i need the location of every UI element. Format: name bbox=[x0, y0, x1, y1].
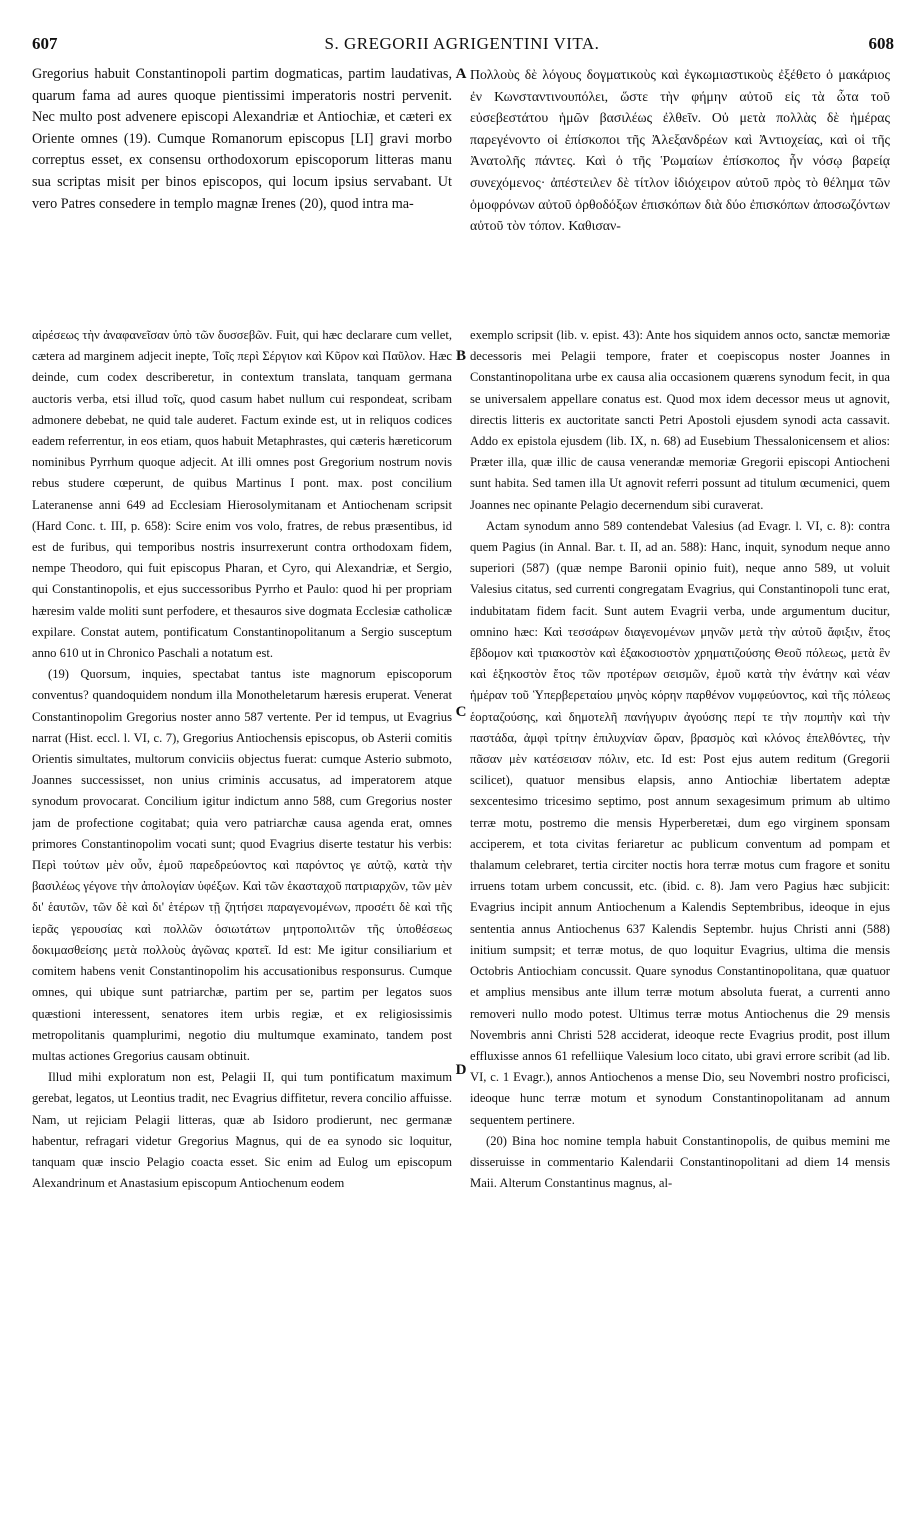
latin-text: Gregorius habuit Constantinopoli partim dogmaticas, partim laudativas, quarum fama ad aures quoque pientissimi imperatoris nostri pervenit. Nec multo post advenere episcopi Alexandriæ et Antiochiæ, et cæteri ex Oriente omnes (19). Cumque Romanorum episcopus [LI] gravi morbo correptus esset, ex consensu orthodoxorum episcoporum litteras manu sua scriptas misit per binos episcopos, qui locum ipsius servabant. Ut vero Patres consedere in templo magnæ Irenes (20), quod intra ma- bbox=[32, 66, 452, 212]
marker-c: C bbox=[455, 704, 467, 720]
page-header bbox=[22, 26, 902, 60]
marker-b: B bbox=[455, 348, 466, 364]
note-paragraph: αἱρέσεως τὴν ἀναφανεῖσαν ὑπὸ τῶν δυσσεβῶν. Fuit, qui hæc declarare cum vellet, cætera ad marginem adjecit inepte, Τοῖς περὶ Σέργιον καὶ Κῦρον καὶ Παῦλον. Hæc deinde, cum codex describeretur, in contextum translata, tanquam germana auctoris verba, etsi illud τοῖς, quod casum habet nullum cui respondeat, scribam admonere debebat, ne quid tale auderet. Factum exinde est, ut in reliquos codices eadem referrentur, in eos etiam, quos habuit Metaphrastes, qui cæteris hæreticorum nominibus Pyrrhum quoque adjecit. At illi omnes post Gregorium nostrum novis rebus studere cœperunt, de quibus Martinus I pont. max. post concilium Lateranense anni 649 ad Ecclesiam Hierosolymitanam et Antiochenam scripsit (Hard Conc. t. III, p. 658): Scire enim vos volo, fratres, de rebus præsentibus, id est de furibus, qui temporibus nostris insurrexerunt contra orthodoxam fidem, nempe Theodoro, qui fuit episcopus Pharan, et Cyro, qui Alexandriæ, et Sergio, qui Constantinopolis, et ejus successoribus Pyrrho et Paulo: quod hi per propriam hæresim valde moliti sunt perfodere, et thesauros sive dogmata Ecclesiæ catholicæ expilare. Constat autem, pontificatum Constantinopolitanum a Sergio susceptum anno 610 ut in Chronico Paschali a notatum est. bbox=[32, 328, 452, 661]
running-title: S. GREGORII AGRIGENTINI VITA. bbox=[324, 34, 600, 53]
marker-d: D bbox=[455, 1062, 467, 1078]
note-paragraph: Actam synodum anno 589 contendebat Valesius (ad Evagr. l. VI, c. 8): contra quem Pagius (in Annal. Bar. t. II, ad an. 588): Hanc, inquit, synodum neque anno superiori (587) (quæ nempe Baronii opinio fuit), neque anno 589, ut voluit Valesius citatus, sed currenti congregatam Evagrius, qui Constantinopoli tunc erat, indubitatam fidem facit. Sunt autem Evagrii verba, unde argumentum ducitur, omnino hæc: Καὶ τεσσάρων διαγενομένων μηνῶν μετὰ τὴν αὐτοῦ ἄφιξιν, ἔτος ἔβδομον καὶ τριακοστὸν καὶ ἑξακοσιοστὸν χρηματιζούσης Θεοῦ πόλεως, μετὰ ἓν καὶ ἑξηκοστὸν ἔτος τῶν προτέρων σεισμῶν, ἐμοῦ κατὰ τὴν ἐνάτην καὶ νέαν ἡμέραν τοῦ Ὑπερβερεταίου μηνὸς κόρην παρθένον νυμφεύοντος, καὶ τῆς πόλεως ἑορταζούσης, καὶ δημοτελῆ πανήγυριν ἀγούσης περί τε τὴν πομπὴν καὶ τὴν παστάδα, ἀμφὶ τρίτην ἐπιλυχνίαν ὥραν, βρασμὸς καὶ κλόνος ἐπελθόντες, τὴν πᾶσαν μὲν κατέσεισαν πόλιν, etc. Id est: Post ejus autem reditum (Gregorii scilicet), quatuor mensibus elapsis, anno Antiochiæ libertatem adeptæ sexcentesimo tricesimo septimo, post annum sexagesimum primum ab ultimo terræ motu, postremo die mensis Hyperberetæi, dum ego virginem sponsam acciperem, et tota civitas feriaretur ac publicum conventum ad pompam et thalamum celebraret, tertia circiter noctis hora terræ motus cum fragore et sonitu irruens totam urbem concussit, etc. (ibid. c. 8). Jam vero Pagius hæc subjicit: Evagrius incipit annum Antiochenum a Kalendis Septembribus, ideoque in ejus sententia annus Antiochenus 637 Kalendis Septembr. hujus Christi anni (588) initium sumpsit; et terræ motus, de quo loquitur Evagrius, ultima die mensis Octobris Antiochiam concussit. Quare synodus Constantinopolitana, quæ quatuor et amplius mensibus ante illum terræ motum absoluta fuerat, a currenti anno removeri nullo modo potest. Ultimus terræ motus Antiochenus die 29 mensis Novembris anni Christi 528 acciderat, ideoque recte Evagrius prodit, post illum effluxisse annos 61 refelliique Valesium loco citato, ubi gravi errore scribit (ad lib. VI, c. 1 Evagr.), annos Antiochenos a mense Dio, seu Novembri nostro proficisci, ideoque hunc terræ motum et synodum Constantinopolitanam ad annum sequentem pertinere. bbox=[470, 518, 890, 1127]
latin-translation-column bbox=[32, 64, 452, 308]
note-paragraph: exemplo scripsit (lib. v. epist. 43): Ante hos siquidem annos octo, sanctæ memoriæ decessoris mei Pelagii tempore, frater et coepiscopus noster Joannes in Constantinopolitana urbe ex causa alia occasionem quærens synodum fecit, in qua se universalem appellare conatus est. Quod mox idem decessor meus ut agnovit, directis litteris ex auctoritate sancti Petri Apostoli ejusdem synodi acta cassavit. Addo ex epistola ejusdem (lib. IX, n. 68) ad Eusebium Thessalonicensem et alios: Præter illa, quæ illic de causa venerandæ memoriæ Gregorii episcopi Antiocheni sunt habita. Sed tamen illa Ut agnovit referri possunt ad titulum œcumenici, quem Joannes nec opinante Pelagio decernendum sibi curaverat. bbox=[470, 328, 890, 512]
notes-column-left bbox=[32, 325, 452, 1525]
page-number-right: 608 bbox=[868, 34, 894, 53]
greek-text: Πολλοὺς δὲ λόγους δογματικοὺς καὶ ἐγκωμιαστικοὺς ἐξέθετο ὁ μακάριος ἐν Κωνσταντινουπόλει, ὥστε τὴν φήμην αὐτοῦ εἰς τὰ ὦτα τοῦ εὐσεβεστάτου ἡμῶν βασιλέως ἐλθεῖν. Οὐ μετὰ πολλὰς δὲ ἡμέρας παρεγένοντο οἱ ἐπίσκοποι τῆς Ἀλεξανδρέων καὶ Ἀντιοχείας, καὶ οἱ τῆς Ἀνατολῆς πάντες. Καὶ ὁ τῆς Ῥωμαίων ἐπίσκοπος ἦν νόσῳ βαρείᾳ συνεχόμενος· ἀπέστειλεν δὲ τίτλον ἰδιόχειρον αὐτοῦ πρὸς τὸ θέλημα τῶν ὁμοφρόνων αὐτοῦ ὀρθοδόξων ἐπισκόπων διὰ δύο ἐπισκόπων ἀποσωζόντων αὐτοῦ τὸν τόπον. Καθισαν- bbox=[470, 67, 890, 234]
note-paragraph: (19) Quorsum, inquies, spectabat tantus iste magnorum episcoporum conventus? quandoquidem nondum illa Monotheletarum hæresis eruperat. Venerat Constantinopolim Gregorius noster anno 587 vertente. Per id tempus, ut Evagrius narrat (Hist. eccl. l. VI, c. 7), Gregorius Antiochensis episcopus, ob Asterii comitis Orientis simultates, multorum conviciis objectus fuerat: cumque Asterio submoto, Joannes successisset, non unius criminis accusatus, ad imperatorem atque synodum provocarat. Concilium igitur indictum anno 588, cum Gregorius noster jam de profectione cogitabat; quia vero patriarchæ causa agenda erat, omnes primores Constantinopolim vocati sunt; quod Evagrius diserte testatur his verbis: Περὶ τούτων μὲν οὖν, ἐμοῦ παρεδρεύοντος καὶ παρόντος γε αὐτῷ, κατὰ τὴν βασιλέως γέγονε τὴν ἀπολογίαν ὑφέξων. Καὶ τῶν ἑκασταχοῦ πατριαρχῶν, τῶν μὲν δι' ἑαυτῶν, τῶν δὲ καὶ δι' ἑτέρων τῇ ζητήσει παραγενομένων, προσέτι δὲ καὶ τῆς ἱερᾶς γερουσίας καὶ πολλῶν ὁσιωτάτων μητροπολιτῶν τῆς ὑποθέσεως δοκιμασθείσης μετὰ πολλοὺς ἀγῶνας κρατεῖ. Id est: Me igitur consiliarium et comitem habens venit Constantinopolim his accusationibus responsurus. Cumque omnes, qui ubique sunt patriarchæ, partim per se, partim per legatos suos quæstioni interessent, senatores item urbis regiæ, et ex religiosissimis metropolitanis quamplurimi, negotio diu multumque examinato, tandem post multas actiones Gregorius causam obtinuit. bbox=[32, 667, 452, 1063]
note-paragraph: Illud mihi exploratum non est, Pelagii II, qui tum pontificatum maximum gerebat, legatos, ut Leontius tradit, nec Evagrius diffitetur, revera concilio affuisse. Nam, ut rejiciam Pelagii litteras, quæ ab Isidoro prodierunt, nec germanæ habentur, refragari videtur Gregorius Magnus, qui de ea synodo sic loquitur, tanquam quæ inscio Pelagio coacta esset. Sic enim ad Eulog um episcopum Alexandrinum et Anastasium episcopum Antiochenum eodem bbox=[32, 1070, 452, 1191]
page-number-left: 607 bbox=[32, 34, 58, 53]
notes-column-right bbox=[470, 325, 890, 1525]
note-paragraph: (20) Bina hoc nomine templa habuit Constantinopolis, de quibus memini me disseruisse in commentario Kalendarii Constantinopolitani ad diem 14 mensis Maii. Alterum Constantinus magnus, al- bbox=[470, 1133, 890, 1191]
greek-text-column bbox=[470, 64, 890, 308]
marker-a: A bbox=[455, 66, 467, 82]
